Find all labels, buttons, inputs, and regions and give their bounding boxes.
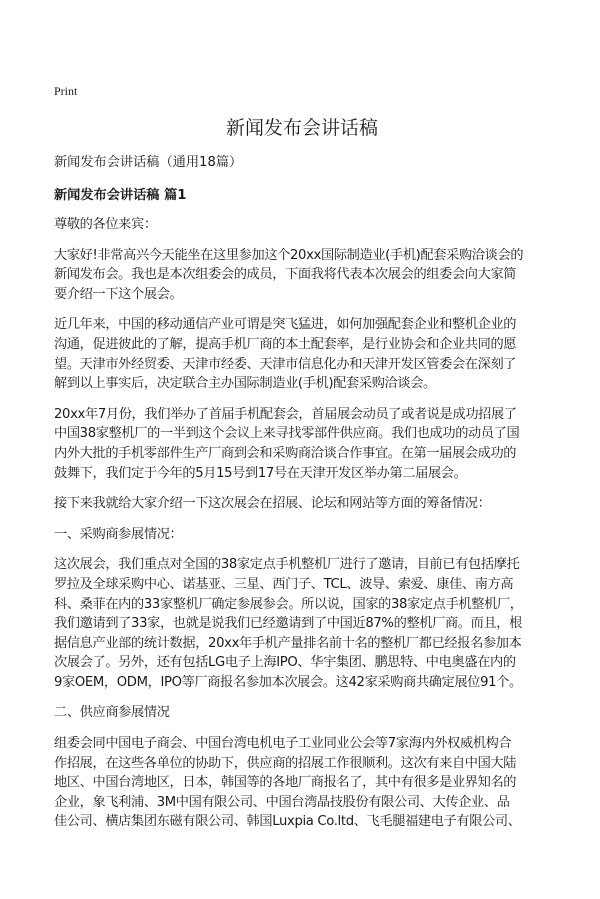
text-line: 解到以上事实后，决定联合主办国际制造业(手机)配套采购洽谈会。: [54, 376, 436, 392]
paragraph-background: [54, 315, 550, 393]
text-line: 20xx年7月份，我们举办了首届手机配套会，首届展会动员了或者说是成功招展了: [54, 406, 517, 422]
text-line: 近几年来，中国的移动通信产业可谓是突飞猛进，如何加强配套企业和整机企业的: [54, 317, 517, 333]
paragraph-intro: [54, 246, 550, 305]
paragraph-transition: [54, 494, 550, 514]
text-line: 我们邀请到了33家，也就是说我们已经邀请到了中国近87%的整机厂商。而且，根: [54, 616, 522, 632]
document-title: 新闻发布会讲话稿: [225, 117, 378, 139]
paragraph-first-event: [54, 405, 550, 483]
text-line: 组委会同中国电子商会、中国台湾电机电子工业同业公会等7家海内外权威机构合: [54, 736, 512, 752]
paragraph-buyers: [54, 555, 550, 692]
text-line: 望。天津市外经贸委、天津市经委、天津市信息化办和天津开发区管委会在深刻了: [54, 356, 517, 372]
section-heading: 新闻发布会讲话稿 篇1: [54, 188, 187, 203]
text-line: 次展会了。另外，还有包括LG电子上海IPO、华宇集团、鹏思特、中电奥盛在内的: [54, 655, 516, 671]
text-line: 中国38家整机厂的一半到这个会议上来寻找零部件供应商。我们也成功的动员了国: [54, 426, 520, 442]
text-line: 地区、中国台湾地区，日本，韩国等的各地厂商报名了，其中有很多是业界知名的: [54, 775, 517, 791]
text-line: 这次展会，我们重点对全国的38家定点手机整机厂进行了邀请，目前已有包括摩托: [54, 557, 520, 573]
text-line: 二、供应商参展情况: [54, 705, 170, 721]
document-page: [54, 82, 550, 843]
text-line: 企业，象飞利浦、3M中国有限公司、中国台湾晶技股份有限公司、大传企业、品: [54, 794, 510, 810]
text-line: 内外大批的手机零部件生产厂商到会和采购商洽谈合作事宜。在第一届展会成功的: [54, 445, 517, 461]
paragraph-suppliers: [54, 734, 550, 832]
text-line: 佳公司、横店集团东磁有限公司、韩国Luxpia Co.ltd、飞毛腿福建电子有限公司、: [54, 814, 521, 830]
text-line: 9家OEM，ODM，IPO等厂商报名参加本次展会。这42家采购商共确定展位91个。: [54, 674, 522, 690]
text-line: 鼓舞下，我们定于今年的5月15号到17号在天津开发区举办第二届展会。: [54, 465, 467, 481]
text-line: 作招展，在这些各单位的协助下，供应商的招展工作很顺利。这次有来自中国大陆: [54, 755, 517, 771]
text-line: 新闻发布会。我也是本次组委会的成员，下面我将代表本次展会的组委会向大家简: [54, 267, 517, 283]
text-line: 沟通，促进彼此的了解，提高手机厂商的本土配套率，是行业协会和企业共同的愿: [54, 336, 517, 352]
text-line: 接下来我就给大家介绍一下这次展会在招展、论坛和网站等方面的筹备情况：: [54, 496, 491, 512]
document-subtitle: 新闻发布会讲话稿（通用18篇）: [54, 155, 243, 170]
section-buyers-heading: [54, 525, 550, 545]
text-line: 罗拉及全球采购中心、诺基亚、三星、西门子、TCL、波导、索爱、康佳、南方高: [54, 576, 514, 592]
text-line: 据信息产业部的统计数据，20xx年手机产量排名前十名的整机厂都已经报名参加本: [54, 635, 522, 651]
section-suppliers-heading: [54, 703, 550, 723]
print-label[interactable]: Print: [54, 84, 78, 98]
text-line: 大家好!非常高兴今天能坐在这里参加这个20xx国际制造业(手机)配套采购洽谈会的: [54, 247, 524, 263]
text-line: 一、采购商参展情况：: [54, 526, 183, 542]
text-line: 要介绍一下这个展会。: [54, 286, 183, 302]
greeting: 尊敬的各位来宾：: [54, 217, 157, 232]
text-line: 科、桑菲在内的33家整机厂确定参展参会。所以说，国家的38家定点手机整机厂，: [54, 596, 523, 612]
